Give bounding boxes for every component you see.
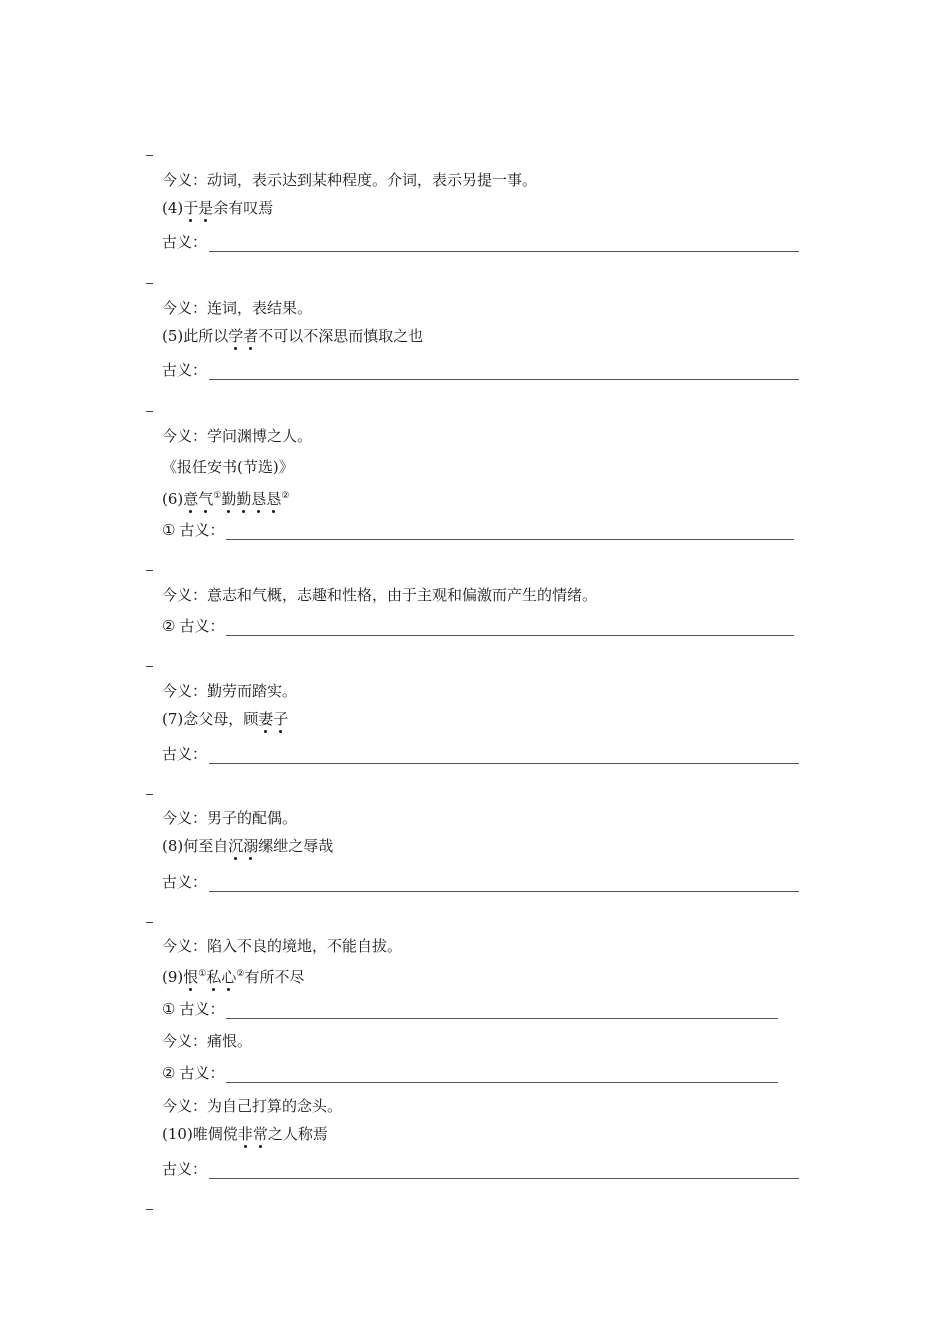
jin-yi-6b: 今义：勤劳而踏实。 (162, 682, 298, 700)
footnote-marker: ② (236, 969, 245, 979)
emphasis-char: 气 (198, 490, 214, 508)
jin-yi-3: 今义：动词，表示达到某种程度。介词，表示另提一事。 (162, 171, 538, 189)
item-5-prefix: (5)此所以 (162, 327, 229, 345)
item-9-rest: 有所不尽 (244, 968, 305, 986)
jin-yi-4: 今义：连词，表结果。 (162, 299, 313, 317)
item-8-sentence (162, 836, 333, 856)
item-10-prefix: (10)唯倜傥 (162, 1125, 238, 1143)
item-4-rest: 余有叹焉 (213, 199, 274, 217)
emphasis-char: 学 (228, 327, 244, 345)
item-9-sentence (162, 964, 304, 987)
jin-yi-6a: 今义：意志和气概，志趣和性格，由于主观和偏激而产生的情绪。 (162, 586, 598, 604)
item-10-rest: 之人称焉 (267, 1125, 328, 1143)
footnote-marker: ① (198, 969, 207, 979)
item-4-sentence (162, 198, 273, 218)
item-8-prefix: (8)何至自 (162, 837, 229, 855)
answer-blank[interactable] (226, 521, 794, 540)
emphasis-char: 恨 (183, 968, 199, 986)
dash (146, 283, 153, 284)
emphasis-char: 勤 (221, 490, 237, 508)
section-heading: 《报任安书(节选)》 (162, 458, 294, 476)
jin-yi-9b: 今义：为自己打算的念头。 (162, 1097, 343, 1115)
emphasis-char: 子 (273, 710, 289, 728)
item-5-sentence (162, 326, 423, 346)
emphasis-char: 于 (183, 199, 199, 217)
circled-number: ② (162, 1064, 176, 1082)
answer-blank[interactable] (209, 361, 799, 380)
gu-yi-9a-row (162, 999, 778, 1019)
emphasis-char: 心 (221, 968, 237, 986)
answer-blank[interactable] (209, 745, 799, 764)
circled-number: ② (162, 617, 176, 635)
gu-yi-label: 古义： (179, 521, 225, 539)
item-7-prefix: (7)念父母，顾 (162, 710, 259, 728)
gu-yi-8-row (162, 872, 799, 892)
circled-number: ① (162, 521, 176, 539)
answer-blank[interactable] (226, 617, 794, 636)
gu-yi-6b-row (162, 616, 794, 636)
gu-yi-6a-row (162, 520, 794, 540)
emphasis-char: 妻 (258, 710, 274, 728)
item-9-prefix: (9) (162, 968, 184, 986)
answer-blank[interactable] (226, 1064, 778, 1083)
dash (146, 922, 153, 923)
jin-yi-5: 今义：学问渊博之人。 (162, 427, 313, 445)
gu-yi-5-row (162, 360, 799, 380)
jin-yi-9a: 今义：痛恨。 (162, 1032, 253, 1050)
gu-yi-label: 古义： (162, 361, 208, 379)
emphasis-char: 沉 (228, 837, 244, 855)
emphasis-char: 者 (243, 327, 259, 345)
emphasis-char: 私 (206, 968, 222, 986)
gu-yi-4-row (162, 232, 799, 252)
circled-number: ① (162, 1000, 176, 1018)
gu-yi-10-row (162, 1159, 799, 1179)
item-6-prefix: (6) (162, 490, 184, 508)
footnote-marker: ② (281, 491, 290, 501)
answer-blank[interactable] (209, 1160, 799, 1179)
emphasis-char: 恳 (266, 490, 282, 508)
emphasis-char: 勤 (236, 490, 252, 508)
answer-blank[interactable] (226, 1000, 778, 1019)
jin-yi-8: 今义：陷入不良的境地，不能自拔。 (162, 937, 403, 955)
gu-yi-label: 古义： (162, 873, 208, 891)
answer-blank[interactable] (209, 233, 799, 252)
footnote-marker: ① (213, 491, 222, 501)
dash (146, 155, 153, 156)
gu-yi-9b-row (162, 1063, 778, 1083)
gu-yi-label: 古义： (179, 1064, 225, 1082)
dash (146, 570, 153, 571)
jin-yi-7: 今义：男子的配偶。 (162, 809, 298, 827)
item-5-rest: 不可以不深思而慎取之也 (258, 327, 424, 345)
gu-yi-label: 古义： (162, 233, 208, 251)
dash (146, 666, 153, 667)
item-10-sentence (162, 1124, 328, 1144)
dash (146, 794, 153, 795)
answer-blank[interactable] (209, 873, 799, 892)
emphasis-char: 非 (237, 1125, 253, 1143)
gu-yi-7-row (162, 744, 799, 764)
emphasis-char: 溺 (243, 837, 259, 855)
item-4-prefix: (4) (162, 199, 184, 217)
gu-yi-label: 古义： (179, 617, 225, 635)
gu-yi-label: 古义： (179, 1000, 225, 1018)
dash (146, 1209, 153, 1210)
gu-yi-label: 古义： (162, 745, 208, 763)
item-6-sentence (162, 486, 290, 509)
item-7-sentence (162, 709, 288, 729)
emphasis-char: 恳 (251, 490, 267, 508)
item-8-rest: 缧绁之辱哉 (258, 837, 334, 855)
emphasis-char: 意 (183, 490, 199, 508)
emphasis-char: 是 (198, 199, 214, 217)
gu-yi-label: 古义： (162, 1160, 208, 1178)
dash (146, 411, 153, 412)
emphasis-char: 常 (252, 1125, 268, 1143)
